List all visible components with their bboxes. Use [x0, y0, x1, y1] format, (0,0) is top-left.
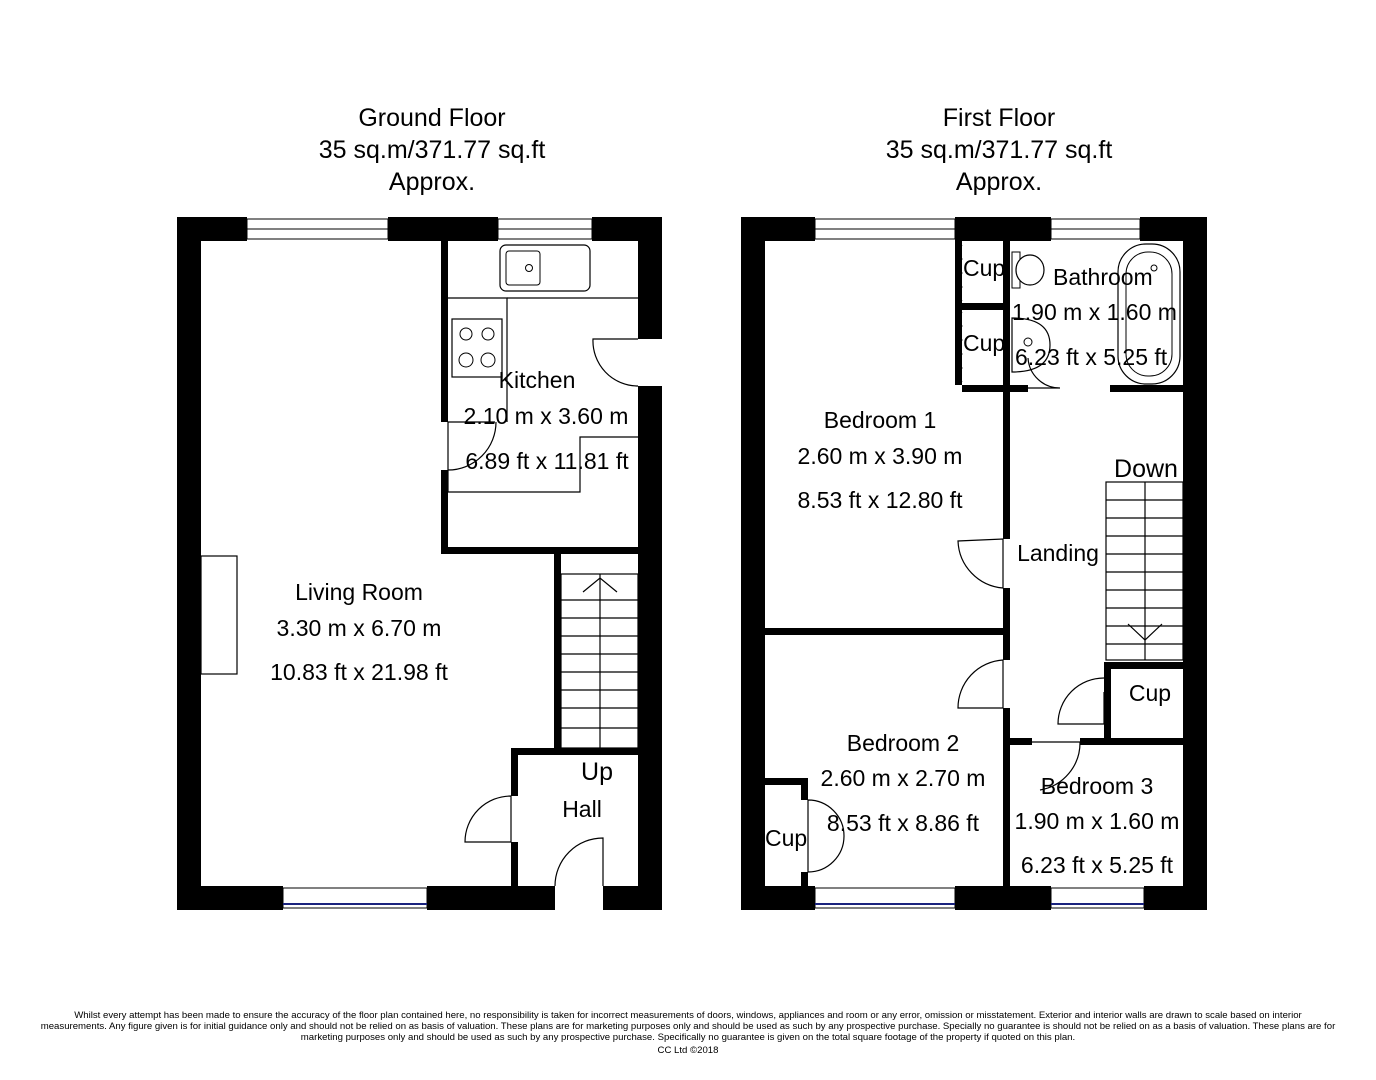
ground-floor-plan: [177, 217, 662, 910]
bedroom2-name: Bedroom 2: [846, 730, 960, 756]
window-living-bottom: [283, 888, 427, 908]
kitchen-metric: 2.10 m x 3.60 m: [463, 403, 629, 429]
cupboard-label-1: Cup: [963, 255, 1006, 281]
door-kitchen-side: [593, 339, 638, 386]
first-floor-plan: [741, 217, 1207, 910]
door-bedroom1: [958, 539, 1003, 588]
landing-name: Landing: [1017, 540, 1099, 566]
cupboard-label-2: Cup: [963, 330, 1006, 356]
cupboard-label-3: Cup: [1128, 680, 1172, 706]
ground-floor-staircase: [561, 574, 638, 748]
ground-stair-label: Up: [581, 758, 613, 786]
bedroom3-name: Bedroom 3: [1040, 773, 1154, 799]
kitchen-sink-icon: [500, 245, 590, 291]
copyright-text: CC Ltd ©2018: [657, 1045, 719, 1056]
hall-name: Hall: [562, 796, 602, 822]
bathroom-metric: 1.90 m x 1.60 m: [1012, 299, 1177, 325]
bedroom2-metric: 2.60 m x 2.70 m: [820, 765, 986, 791]
living-room-metric: 3.30 m x 6.70 m: [276, 615, 442, 641]
disclaimer-text: Whilst every attempt has been made to ensure the accuracy of the floor plan contained here, no responsibility is taken for incorrect measurements of doors, windows, appliances and room or any error, omission or misstatement. Exterior and interior walls are drawn to scale based on interior measurements. Any figure given is for initial guidance only and should not be relied on as basis of valuation. These plans are for marketing purposes only and should be used as such by any prospective purchase. Specially no guarantee is should not be relied on as a basis of valuation. These plans are for marketing purposes only and should be used as such by any prospective purchase. Specifically no guarantee is given on the total square footage of the property if quoted on this plan.: [40, 1010, 1336, 1043]
door-living: [465, 796, 511, 842]
bathroom-name: Bathroom: [1053, 264, 1153, 290]
window-bedroom2: [815, 888, 955, 908]
kitchen-imperial: 6.89 ft x 11.81 ft: [465, 448, 629, 474]
door-cupboard-landing: [1058, 678, 1104, 724]
living-room-name: Living Room: [295, 579, 423, 605]
cupboard-label-4: Cup: [765, 825, 808, 851]
bedroom1-metric: 2.60 m x 3.90 m: [797, 443, 963, 469]
ground-floor-area: 35 sq.m/371.77 sq.ft: [318, 136, 546, 164]
ground-floor-approx: Approx.: [388, 168, 476, 196]
toilet-icon: [1012, 252, 1044, 288]
ground-floor-windows: [247, 219, 592, 908]
bathroom-imperial: 6.23 ft x 5.25 ft: [1015, 344, 1168, 370]
window-living-top: [247, 219, 388, 239]
first-floor-title: First Floor: [942, 104, 1056, 132]
bedroom3-metric: 1.90 m x 1.60 m: [1014, 808, 1180, 834]
door-front: [555, 838, 603, 886]
living-room-imperial: 10.83 ft x 21.98 ft: [270, 659, 448, 685]
first-floor-area: 35 sq.m/371.77 sq.ft: [885, 136, 1113, 164]
bedroom1-name: Bedroom 1: [823, 407, 937, 433]
bedroom1-imperial: 8.53 ft x 12.80 ft: [797, 487, 963, 513]
fireplace: [201, 556, 237, 674]
first-stair-label: Down: [1114, 455, 1178, 483]
window-bedroom1: [815, 219, 955, 239]
bedroom3-imperial: 6.23 ft x 5.25 ft: [1020, 852, 1174, 878]
first-floor-approx: Approx.: [955, 168, 1043, 196]
kitchen-hob-icon: [452, 319, 502, 377]
window-bathroom: [1051, 219, 1140, 239]
first-floor-staircase: [1106, 482, 1183, 660]
ground-floor-title: Ground Floor: [358, 104, 506, 132]
kitchen-name: Kitchen: [498, 367, 576, 393]
window-kitchen-top: [498, 219, 592, 239]
bedroom2-imperial: 8.53 ft x 8.86 ft: [826, 810, 980, 836]
door-bedroom2: [958, 660, 1003, 708]
window-bedroom3: [1051, 888, 1144, 908]
